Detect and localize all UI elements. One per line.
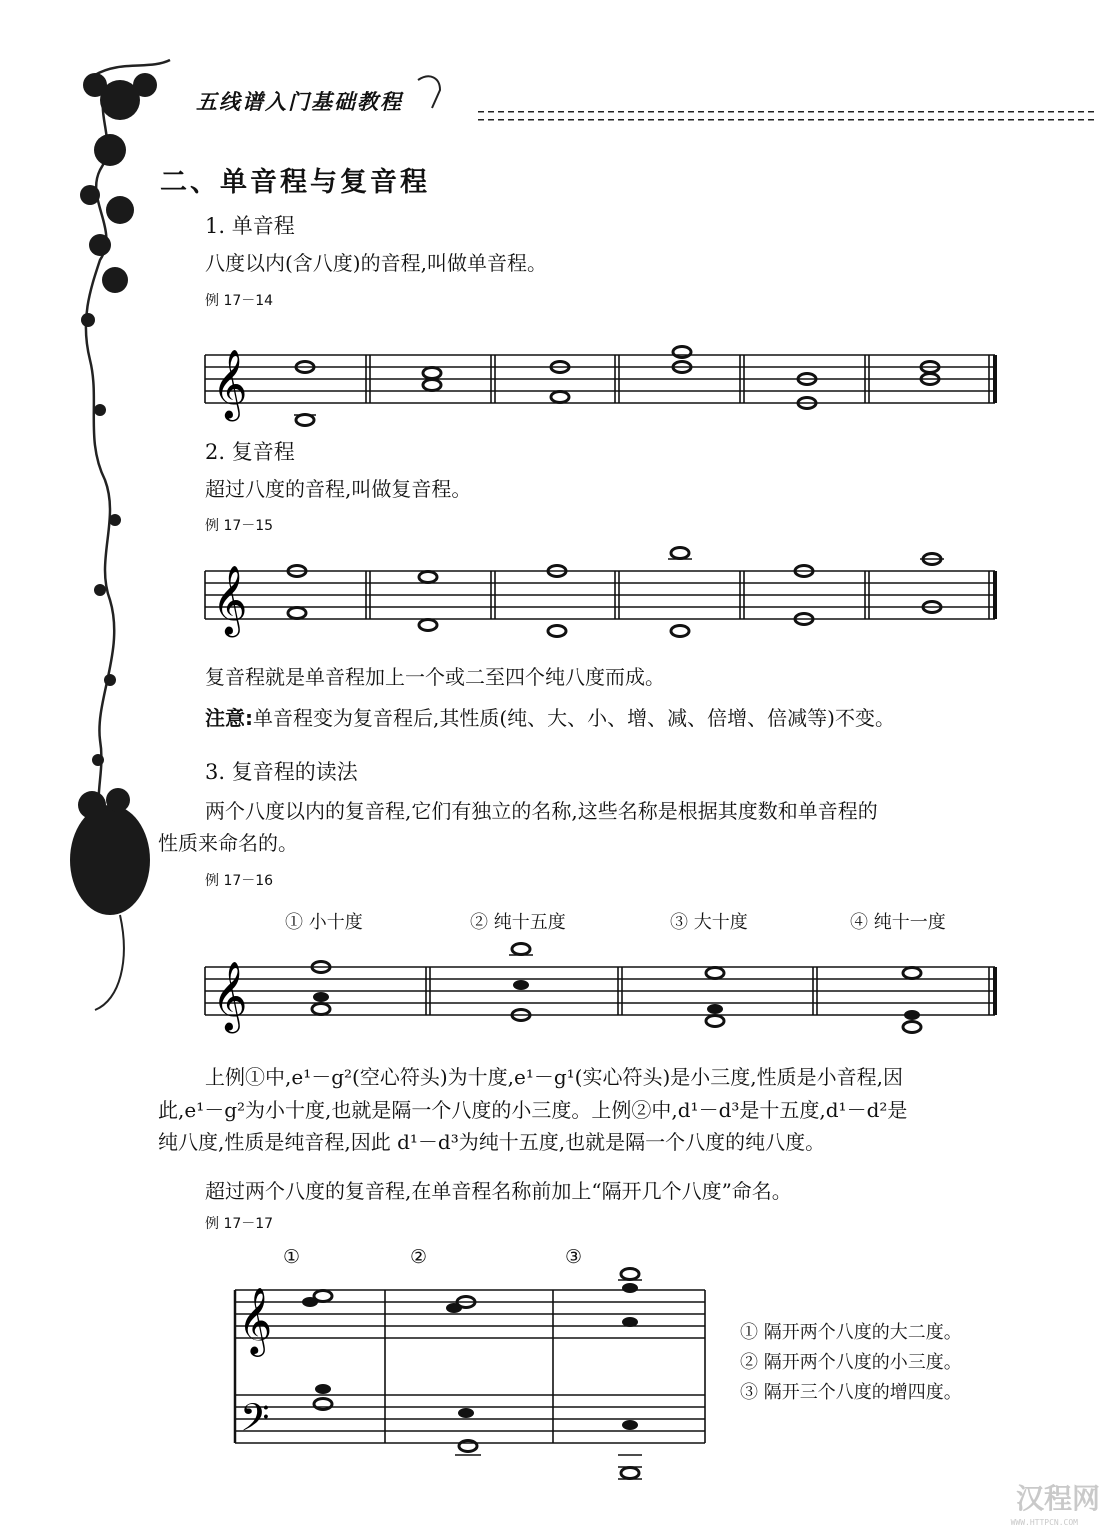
sub3-text-line1: 两个八度以内的复音程,它们有独立的名称,这些名称是根据其度数和单音程的 xyxy=(205,799,878,823)
sub1-heading: 1. 单音程 xyxy=(205,214,295,238)
svg-text:𝄞: 𝄞 xyxy=(212,565,248,635)
section-title: 二、单音程与复音程 xyxy=(160,167,430,198)
watermark-url: WWW.HTTPCN.COM xyxy=(1010,1518,1078,1527)
explain-line2: 此,e¹－g²为小十度,也就是隔一个八度的小三度。上例②中,d¹－d³是十五度,d¹－d²是 xyxy=(158,1098,908,1122)
ex16-label-1: ① 小十度 xyxy=(285,912,363,933)
header-divider xyxy=(478,111,1098,123)
ex16-label-2: ② 纯十五度 xyxy=(470,912,566,933)
ex16-label-4: ④ 纯十一度 xyxy=(850,912,946,933)
ex17-legend-3: ③ 隔开三个八度的增四度。 xyxy=(740,1382,962,1403)
example-17-17-label: 例 17－17 xyxy=(205,1216,274,1232)
example-17-14-label: 例 17－14 xyxy=(205,293,274,309)
note-text: 单音程变为复音程后,其性质(纯、大、小、增、减、倍增、倍减等)不变。 xyxy=(253,706,895,730)
sub3-text-line2: 性质来命名的。 xyxy=(158,831,298,855)
ex16-label-3: ③ 大十度 xyxy=(670,912,748,933)
sub2-text: 超过八度的音程,叫做复音程。 xyxy=(205,477,472,501)
svg-text:𝄞: 𝄞 xyxy=(212,961,248,1031)
grand-staff-example-17-17 xyxy=(230,1280,710,1520)
ex17-mark-2: ② xyxy=(410,1246,428,1268)
example-17-15-label: 例 17－15 xyxy=(205,518,274,534)
staff-example-17-14 xyxy=(200,340,1000,420)
staff-example-17-15 xyxy=(200,556,1000,656)
ex17-mark-3: ③ xyxy=(565,1246,583,1268)
note-paragraph xyxy=(205,703,895,733)
compound-explanation: 复音程就是单音程加上一个或二至四个纯八度而成。 xyxy=(205,665,665,689)
ex17-mark-1: ① xyxy=(283,1246,301,1268)
ex17-legend-2: ② 隔开两个八度的小三度。 xyxy=(740,1352,962,1373)
ex17-legend-1: ① 隔开两个八度的大二度。 xyxy=(740,1322,962,1343)
explain-line1: 上例①中,e¹－g²(空心符头)为十度,e¹－g¹(实心符头)是小三度,性质是小音程,因 xyxy=(205,1065,903,1089)
beyond-two-octaves-text: 超过两个八度的复音程,在单音程名称前加上“隔开几个八度”命名。 xyxy=(205,1179,792,1203)
note-label: 注意: xyxy=(205,706,253,730)
sub1-text: 八度以内(含八度)的音程,叫做单音程。 xyxy=(205,251,547,275)
watermark-logo: 汉程网 xyxy=(1015,1482,1100,1515)
explain-line3: 纯八度,性质是纯音程,因此 d¹－d³为纯十五度,也就是隔一个八度的纯八度。 xyxy=(158,1130,826,1154)
svg-text:𝄞: 𝄞 xyxy=(238,1286,273,1354)
example-17-16-label: 例 17－16 xyxy=(205,873,274,889)
sub2-heading: 2. 复音程 xyxy=(205,440,295,464)
svg-text:𝄞: 𝄞 xyxy=(212,349,248,419)
svg-text:𝄢: 𝄢 xyxy=(240,1395,270,1449)
header-book-title: 五线谱入门基础教程 xyxy=(196,89,403,114)
sub3-heading: 3. 复音程的读法 xyxy=(205,760,358,784)
staff-example-17-16 xyxy=(200,952,1000,1052)
